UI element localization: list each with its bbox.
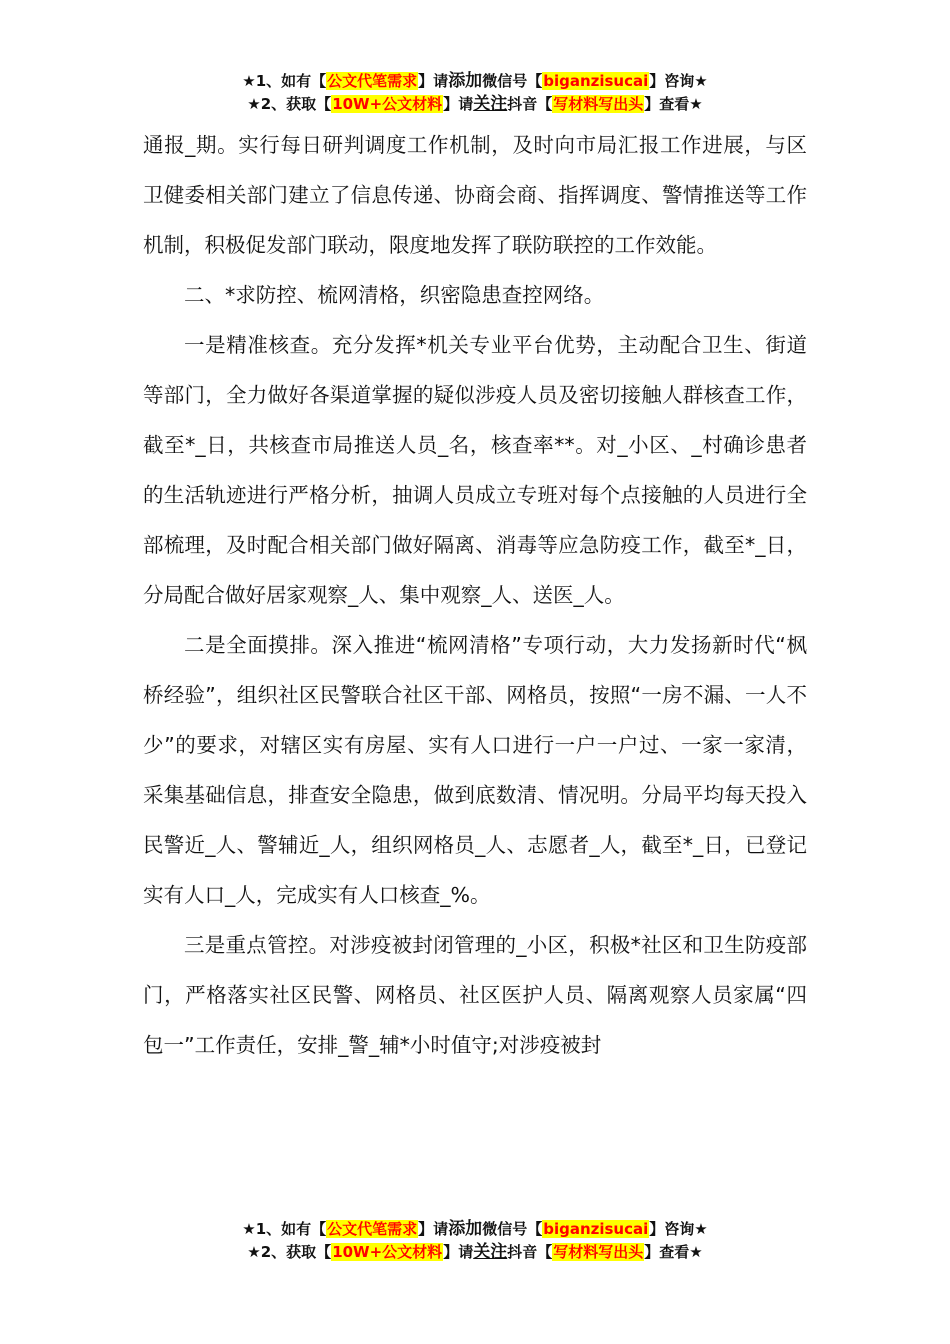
section-heading-2: 二、*求防控、梳网清格，织密隐患查控网络。 <box>184 283 605 307</box>
promo-line-1-highlight-wechat: biganzisucai <box>543 72 649 90</box>
promo-line-1-prefix: ★1、如有【 <box>242 1220 327 1238</box>
promo-line-2-suffix: 】查看★ <box>644 95 703 113</box>
body-paragraph-continued: 通报_期。实行每日研判调度工作机制，及时向市局汇报工作进展，与区卫健委相关部门建立了信息传递、协商会商、指挥调度、警情推送等工作机制，积极促发部门联动，限度地发挥了联防联控的工作效能。 <box>143 133 807 257</box>
promo-line-2-highlight-materials: 10W+公文材料 <box>332 95 443 113</box>
promo-line-2-prefix: ★2、获取【 <box>247 95 332 113</box>
promo-line-2-highlight-materials: 10W+公文材料 <box>332 1243 443 1261</box>
promo-line-2-highlight-douyin: 写材料写出头 <box>553 1243 644 1261</box>
promo-line-1-mid2: 微信号【 <box>482 1220 543 1238</box>
promo-line-2-mid: 】请 <box>443 1243 474 1261</box>
document-body <box>143 120 807 1070</box>
promo-line-1-suffix: 】咨询★ <box>649 72 708 90</box>
promo-line-1-emphasis: 添加 <box>448 1219 483 1239</box>
promo-line-1-emphasis: 添加 <box>448 71 483 91</box>
promo-line-2-mid: 】请 <box>443 95 474 113</box>
body-paragraph-precise-check: 一是精准核查。充分发挥*机关专业平台优势，主动配合卫生、街道等部门，全力做好各渠道掌握的疑似涉疫人员及密切接触人群核查工作，截至*_日，共核查市局推送人员_名，核查率**。对_小区、_村确诊患者的生活轨迹进行严格分析，抽调人员成立专班对每个点接触的人员进行全部梳理，及时配合相关部门做好隔离、消毒等应急防疫工作，截至*_日，分局配合做好居家观察_人、集中观察_人、送医_人。 <box>143 333 807 607</box>
body-paragraph-key-control: 三是重点管控。对涉疫被封闭管理的_小区，积极*社区和卫生防疫部门，严格落实社区民警、网格员、社区医护人员、隔离观察人员家属“四包一”工作责任，安排_警_辅*小时值守;对涉疫被封 <box>143 933 807 1057</box>
promo-line-2 <box>0 93 950 116</box>
promo-line-2-mid2: 抖音【 <box>507 1243 553 1261</box>
promo-line-1-highlight-wechat: biganzisucai <box>543 1220 649 1238</box>
bottom-promo-banner <box>0 1218 950 1264</box>
promo-line-2-suffix: 】查看★ <box>644 1243 703 1261</box>
promo-line-1-prefix: ★1、如有【 <box>242 72 327 90</box>
promo-line-1-suffix: 】咨询★ <box>649 1220 708 1238</box>
promo-line-2-mid2: 抖音【 <box>507 95 553 113</box>
promo-line-1-mid2: 微信号【 <box>482 72 543 90</box>
body-paragraph-comprehensive-survey: 二是全面摸排。深入推进“梳网清格”专项行动，大力发扬新时代“枫桥经验”，组织社区民警联合社区干部、网格员，按照“一房不漏、一人不少”的要求，对辖区实有房屋、实有人口进行一户一户过、一家一家清，采集基础信息，排查安全隐患，做到底数清、情况明。分局平均每天投入民警近_人、警辅近_人，组织网格员_人、志愿者_人，截至*_日，已登记实有人口_人，完成实有人口核查_%。 <box>143 633 807 907</box>
promo-line-1 <box>0 70 950 93</box>
promo-line-2-emphasis: 关注 <box>473 1242 508 1262</box>
promo-line-1-highlight-service: 公文代笔需求 <box>327 72 418 90</box>
promo-line-2-highlight-douyin: 写材料写出头 <box>553 95 644 113</box>
promo-line-2-prefix: ★2、获取【 <box>247 1243 332 1261</box>
promo-line-2 <box>0 1241 950 1264</box>
promo-line-1 <box>0 1218 950 1241</box>
promo-line-1-highlight-service: 公文代笔需求 <box>327 1220 418 1238</box>
promo-line-1-mid: 】请 <box>418 1220 449 1238</box>
promo-line-1-mid: 】请 <box>418 72 449 90</box>
top-promo-banner <box>0 70 950 116</box>
promo-line-2-emphasis: 关注 <box>473 94 508 114</box>
